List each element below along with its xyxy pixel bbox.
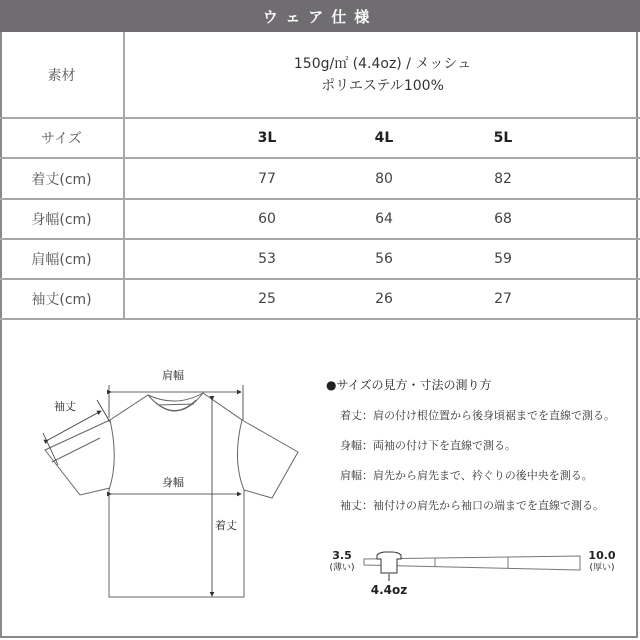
table-cell: 25: [258, 291, 276, 307]
diagram-label-sleeve: 袖丈: [54, 400, 76, 413]
scale-min-value: 3.5: [332, 549, 352, 562]
spec-title: ウェア仕様: [262, 7, 378, 26]
guide-item-shoulder: [340, 467, 593, 483]
table-cell: 56: [375, 251, 393, 267]
scale-max: [582, 550, 622, 574]
divider: [0, 318, 640, 320]
guide-text: ：肩の付け根位置から後身頃裾までを直線で測る。: [362, 409, 615, 422]
table-cell: 77: [258, 170, 276, 187]
scale-marker-label: 4.4oz: [370, 583, 408, 597]
guide-text: ：袖付けの肩先から袖口の端までを直線で測る。: [362, 499, 604, 512]
guide-title: ●サイズの見方・寸法の測り方: [326, 378, 492, 392]
row-label-length: 着丈(cm): [31, 171, 92, 188]
spec-header: [0, 0, 640, 32]
scale-max-label: (厚い): [589, 563, 615, 573]
guide-item-body-width: [340, 437, 516, 453]
guide-item-sleeve: [340, 497, 604, 513]
size-3l: 3L: [257, 130, 277, 146]
tshirt-diagram-icon: [0, 360, 320, 620]
scale-min-label: (薄い): [329, 563, 355, 573]
table-cell: 68: [494, 211, 512, 227]
size-4l: 4L: [374, 130, 394, 146]
row-label-body-width: 身幅(cm): [31, 212, 92, 228]
diagram-label-length: 着丈: [215, 519, 237, 532]
table-cell: 64: [375, 211, 393, 227]
table-cell: 82: [494, 170, 512, 187]
material-line-1: 150g/㎡ (4.4oz) / メッシュ: [293, 55, 472, 72]
material-line-2: ポリエステル100%: [321, 77, 444, 94]
material-label: 素材: [47, 67, 76, 84]
table-cell: 26: [375, 291, 393, 307]
table-cell: 60: [258, 211, 276, 227]
scale-max-value: 10.0: [588, 549, 616, 562]
row-label-shoulder: 肩幅(cm): [31, 252, 92, 268]
guide-item-length: [340, 407, 615, 423]
material-value: [125, 32, 640, 117]
guide-text: ：肩先から肩先まで、衿ぐりの後中央を測る。: [362, 469, 593, 482]
thickness-scale-bar-icon: [360, 548, 590, 588]
diagram-label-body-width: 身幅: [162, 476, 184, 489]
diagram-label-shoulder: 肩幅: [162, 369, 184, 382]
row-label-sleeve: 袖丈(cm): [31, 292, 92, 308]
guide-term: 着丈: [340, 409, 362, 422]
size-5l: 5L: [493, 130, 513, 146]
guide-term: 袖丈: [340, 499, 362, 512]
guide-term: 身幅: [340, 439, 362, 452]
table-cell: 53: [258, 251, 276, 267]
scale-min: [325, 550, 359, 574]
table-cell: 59: [494, 251, 512, 267]
table-cell: 27: [494, 291, 512, 307]
size-label: サイズ: [41, 131, 82, 147]
table-cell: 80: [375, 170, 393, 187]
guide-term: 肩幅: [340, 469, 362, 482]
guide-text: ：両袖の付け下を直線で測る。: [362, 439, 516, 452]
